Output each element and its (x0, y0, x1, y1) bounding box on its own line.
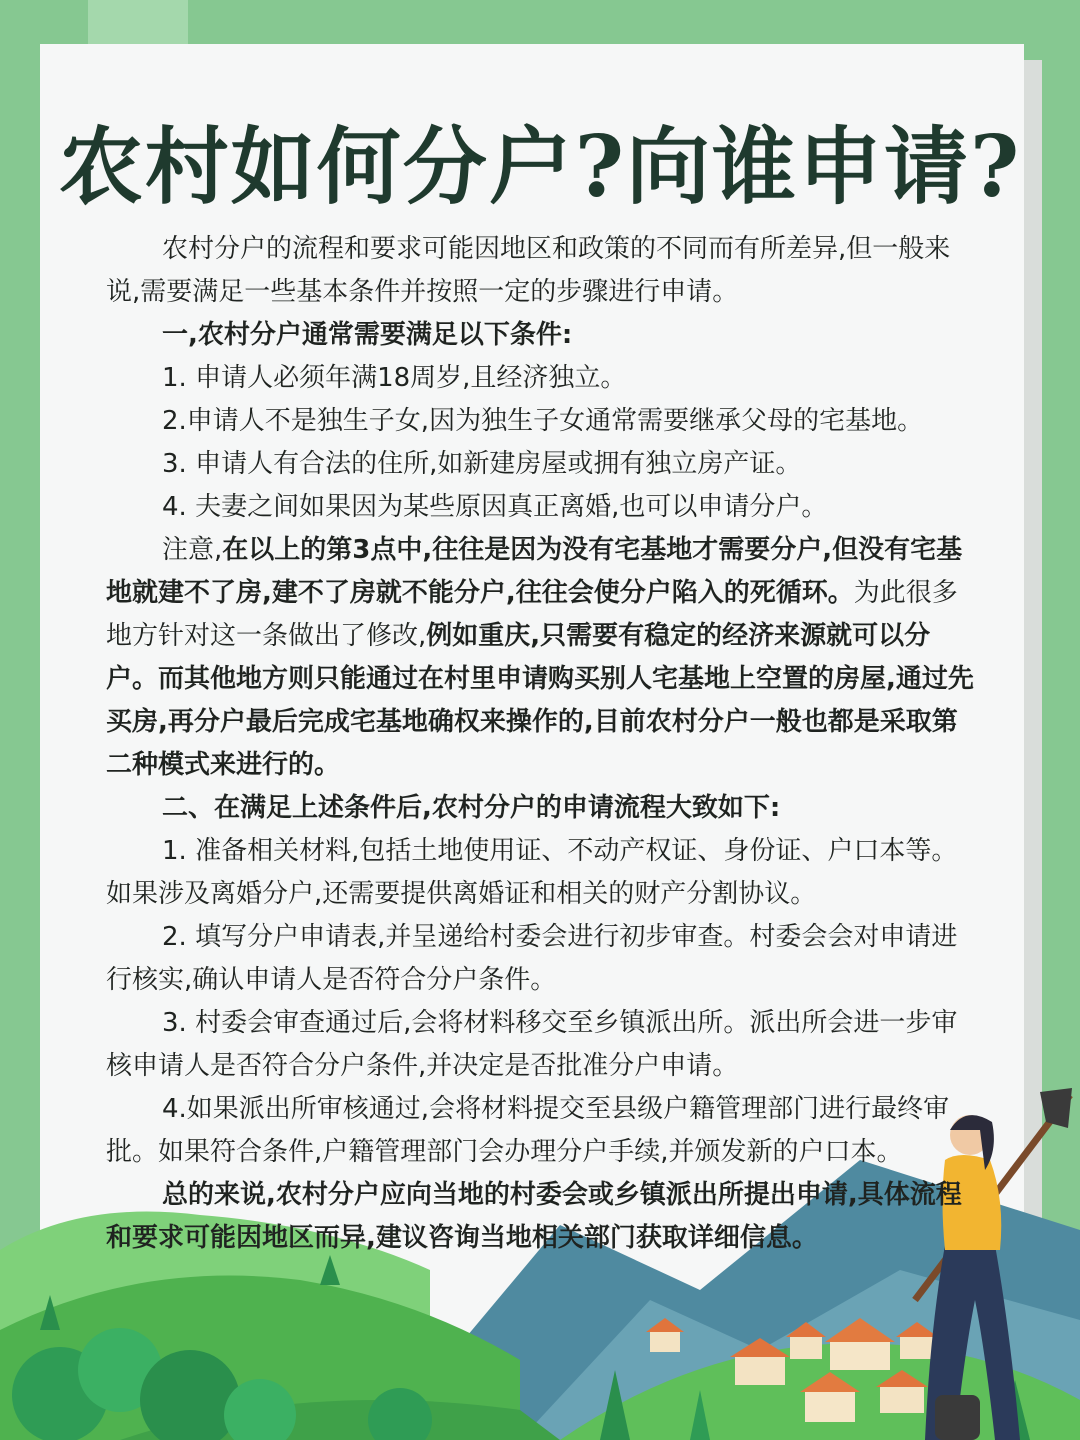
section1-heading: 一,农村分户通常需要满足以下条件: (162, 320, 573, 350)
farmer-basket (935, 1395, 980, 1440)
note-bold-2: 例如重庆,只需要有稳定的经济来源就可以分户。而其他地方则只能通过在村里申请购买别人宅基地上空置的房屋,通过先买房,再分户最后完成宅基地确权来操作的,目前农村分户一般也都是采取第二种模式来进行的。 (106, 621, 974, 780)
intro-paragraph: 农村分户的流程和要求可能因地区和政策的不同而有所差异,但一般来说,需要满足一些基本条件并按照一定的步骤进行申请。 (106, 234, 951, 307)
process-step-4: 4.如果派出所审核通过,会将材料提交至县级户籍管理部门进行最终审批。如果符合条件,户籍管理部门会办理分户手续,并颁发新的户口本。 (106, 1094, 950, 1167)
section2-heading: 二、在满足上述条件后,农村分户的申请流程大致如下: (162, 793, 781, 823)
house (880, 1385, 924, 1413)
condition-item-3: 3. 申请人有合法的住所,如新建房屋或拥有独立房产证。 (162, 449, 802, 479)
house (650, 1330, 680, 1352)
conclusion-paragraph: 总的来说,农村分户应向当地的村委会或乡镇派出所提出申请,具体流程和要求可能因地区而异,建议咨询当地相关部门获取详细信息。 (106, 1180, 962, 1253)
note-bold-1: 在以上的第3点中,往往是因为没有宅基地才需要分户,但没有宅基地就建不了房,建不了房就不能分户,往往会使分户陷入的死循环。 (106, 535, 963, 608)
house (735, 1355, 785, 1385)
condition-item-4: 4. 夫妻之间如果因为某些原因真正离婚,也可以申请分户。 (162, 492, 828, 522)
hoe-blade (1040, 1088, 1072, 1128)
note-lead: 注意, (162, 535, 223, 565)
condition-item-2: 2.申请人不是独生子女,因为独生子女通常需要继承父母的宅基地。 (162, 406, 924, 436)
house (790, 1335, 822, 1359)
house (805, 1390, 855, 1422)
condition-item-1: 1. 申请人必须年满18周岁,且经济独立。 (162, 363, 627, 393)
note-normal-1: 为此很多地方针对这一条做出了修改, (106, 578, 958, 651)
page-title: 农村如何分户?向谁申请? (58, 117, 1022, 216)
process-step-3: 3. 村委会审查通过后,会将材料移交至乡镇派出所。派出所会进一步审核申请人是否符合分户条件,并决定是否批准分户申请。 (106, 1008, 958, 1081)
process-step-1: 1. 准备相关材料,包括土地使用证、不动产权证、身份证、户口本等。如果涉及离婚分户,还需要提供离婚证和相关的财产分割协议。 (106, 836, 958, 909)
process-step-2: 2. 填写分户申请表,并呈递给村委会进行初步审查。村委会会对申请进行核实,确认申请人是否符合分户条件。 (106, 922, 958, 995)
house (900, 1335, 934, 1359)
article-body (106, 228, 974, 1260)
house (830, 1340, 890, 1370)
note-paragraph (106, 529, 974, 787)
